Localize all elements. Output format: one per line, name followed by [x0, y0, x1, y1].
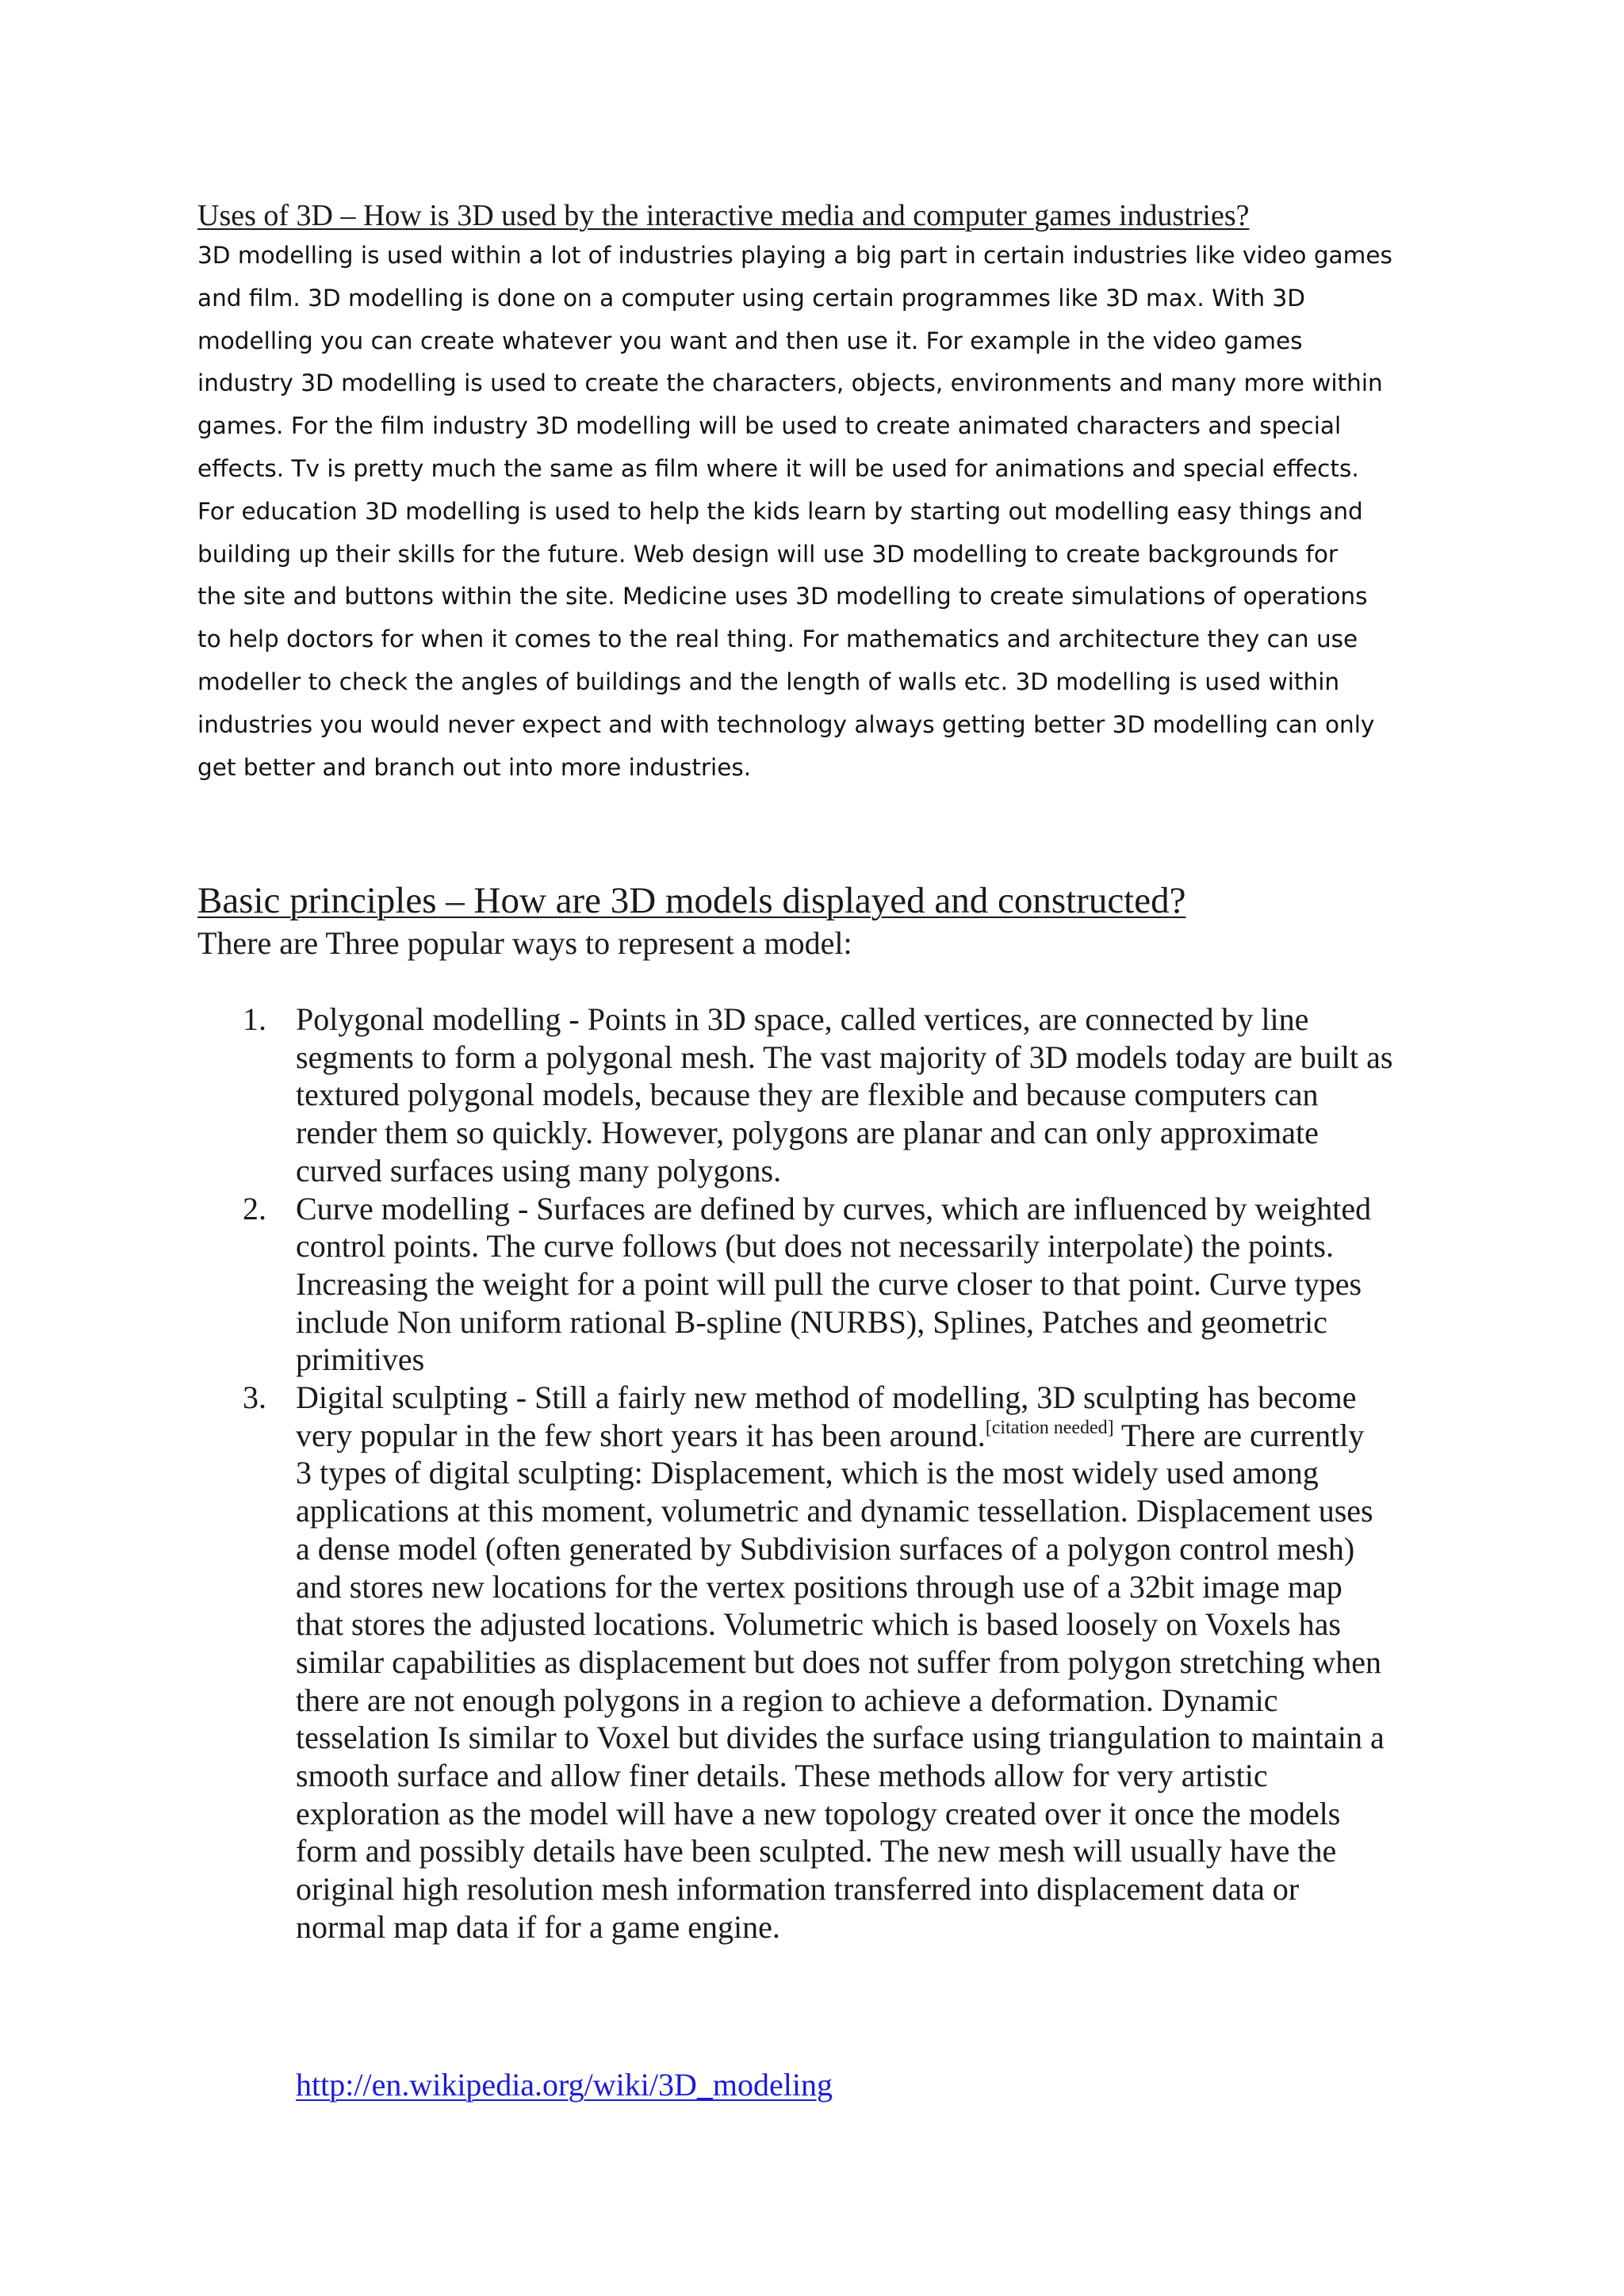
wikipedia-reference-link[interactable]: http://en.wikipedia.org/wiki/3D_modeling [296, 2067, 833, 2103]
list-item-line: exploration as the model will have a new topology created over it once the models [296, 1795, 1341, 1831]
paragraph-line: effects. Tv is pretty much the same as film where it will be used for animations and special effects. [197, 454, 1359, 482]
list-item-line: include Non uniform rational B-spline (NURBS), Splines, Patches and geometric [296, 1303, 1327, 1340]
list-item-line: Digital sculpting - Still a fairly new method of modelling, 3D sculpting has become [296, 1380, 1357, 1416]
paragraph-line: the site and buttons within the site. Medicine uses 3D modelling to create simulations of operations [197, 583, 1368, 610]
list-item-digital-sculpting [0, 1379, 1624, 1946]
list-item-line: smooth surface and allow finer details. These methods allow for very artistic [296, 1758, 1268, 1794]
list-item-line: segments to form a polygonal mesh. The vast majority of 3D models today are built as [296, 1039, 1393, 1075]
list-item-line: a dense model (often generated by Subdivision surfaces of a polygon control mesh) [296, 1530, 1355, 1567]
list-item-curve-modelling [0, 1190, 1624, 1380]
line-text-before-citation: very popular in the few short years it has been around. [296, 1417, 986, 1453]
list-number: 3. [243, 1380, 266, 1416]
list-item-line: applications at this moment, volumetric and dynamic tessellation. Displacement uses [296, 1493, 1373, 1529]
list-item-line: tesselation Is similar to Voxel but divides the surface using triangulation to maintain a [296, 1720, 1385, 1756]
list-item-line: normal map data if for a game engine. [296, 1908, 780, 1945]
list-item-line: render them so quickly. However, polygons are planar and can only approximate [296, 1115, 1319, 1151]
list-item-line: Increasing the weight for a point will pull the curve closer to that point. Curve types [296, 1265, 1362, 1302]
list-item-line: primitives [296, 1341, 425, 1378]
citation-needed-superscript: [citation needed] [985, 1417, 1114, 1438]
list-item-line: Polygonal modelling - Points in 3D space, called vertices, are connected by line [296, 1001, 1309, 1037]
list-item-line: that stores the adjusted locations. Volumetric which is based loosely on Voxels has [296, 1606, 1341, 1643]
paragraph-line: and film. 3D modelling is done on a computer using certain programmes like 3D max. With 3D [197, 284, 1305, 312]
list-item-line: Curve modelling - Surfaces are defined by curves, which are influenced by weighted [296, 1190, 1372, 1226]
section-intro-text: There are Three popular ways to represent a model: [197, 925, 852, 961]
paragraph-line: games. For the film industry 3D modelling will be used to create animated characters and special [197, 412, 1342, 440]
list-item-line: curved surfaces using many polygons. [296, 1152, 782, 1188]
list-item-line: original high resolution mesh information transferred into displacement data or [296, 1871, 1300, 1908]
section-heading-uses-of-3d: Uses of 3D – How is 3D used by the interactive media and computer games industries? [197, 199, 1250, 232]
list-item-line: textured polygonal models, because they are flexible and because computers can [296, 1077, 1319, 1113]
list-item-line-with-citation [296, 1417, 1485, 1455]
paragraph-line: 3D modelling is used within a lot of industries playing a big part in certain industries like video games [197, 242, 1392, 269]
list-item-polygonal-modelling [0, 1001, 1624, 1190]
list-item-text [296, 1001, 1485, 1190]
paragraph-line: building up their skills for the future. Web design will use 3D modelling to create backgrounds for [197, 540, 1339, 568]
list-item-line: form and possibly details have been sculpted. The new mesh will usually have the [296, 1833, 1337, 1869]
paragraph-line: to help doctors for when it comes to the real thing. For mathematics and architecture they can use [197, 626, 1358, 653]
line-text-after-citation: There are currently [1113, 1417, 1365, 1453]
paragraph-line: modelling you can create whatever you want and then use it. For example in the video games [197, 327, 1303, 354]
paragraph-line: industry 3D modelling is used to create the characters, objects, environments and many more within [197, 369, 1383, 397]
list-item-line: there are not enough polygons in a region to achieve a deformation. Dynamic [296, 1682, 1278, 1718]
modelling-methods-list [0, 1001, 1624, 1946]
list-item-line: 3 types of digital sculpting: Displacement, which is the most widely used among [296, 1455, 1319, 1491]
list-item-line: and stores new locations for the vertex positions through use of a 32bit image map [296, 1568, 1342, 1605]
paragraph-line: industries you would never expect and with technology always getting better 3D modelling can only [197, 710, 1375, 738]
list-item-text [296, 1379, 1485, 1946]
section-body-uses-of-3d [197, 235, 1458, 789]
section-heading-basic-principles: Basic principles – How are 3D models displayed and constructed? [197, 880, 1186, 921]
paragraph-line: modeller to check the angles of buildings and the length of walls etc. 3D modelling is used within [197, 668, 1340, 695]
paragraph-line: For education 3D modelling is used to help the kids learn by starting out modelling easy things and [197, 497, 1363, 525]
list-item-line: similar capabilities as displacement but does not suffer from polygon stretching when [296, 1644, 1381, 1680]
list-number: 1. [243, 1001, 266, 1037]
list-item-text [296, 1190, 1485, 1380]
list-item-line: control points. The curve follows (but does not necessarily interpolate) the points. [296, 1228, 1334, 1265]
paragraph-line: get better and branch out into more industries. [197, 753, 752, 781]
list-number: 2. [243, 1190, 266, 1226]
